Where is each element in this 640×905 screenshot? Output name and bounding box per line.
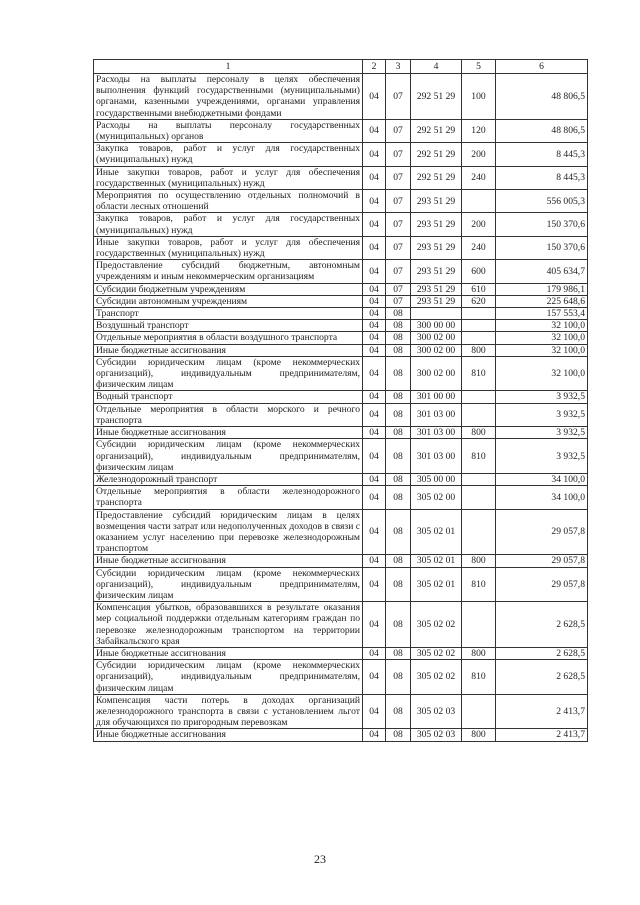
row-amount: 48 806,5 — [496, 74, 588, 120]
row-section: 04 — [363, 320, 386, 332]
table-row — [94, 236, 588, 259]
row-subsection: 07 — [386, 260, 411, 283]
table-row — [94, 295, 588, 307]
table-row — [94, 555, 588, 567]
row-section: 04 — [363, 647, 386, 659]
row-name: Отдельные мероприятия в области железнодорожного транспорта — [94, 486, 363, 509]
row-subsection: 08 — [386, 694, 411, 729]
col-header-subsection: 3 — [386, 60, 411, 74]
row-subsection: 08 — [386, 473, 411, 485]
row-target-article: 292 51 29 — [411, 166, 462, 189]
table-row — [94, 391, 588, 403]
row-target-article: 305 02 01 — [411, 509, 462, 555]
table-row — [94, 283, 588, 295]
table-row — [94, 473, 588, 485]
row-target-article: 300 02 00 — [411, 344, 462, 356]
row-name: Водный транспорт — [94, 391, 363, 403]
row-subsection: 08 — [386, 320, 411, 332]
row-amount: 29 057,8 — [496, 567, 588, 602]
row-section: 04 — [363, 119, 386, 142]
row-name: Компенсация убытков, образовавшихся в результате оказания мер социальной поддержки отдельным категориям граждан по перевозке железнодорожным транспортом на территории Забайкальского края — [94, 602, 363, 648]
row-section: 04 — [363, 403, 386, 426]
row-amount: 3 932,5 — [496, 439, 588, 474]
row-name: Субсидии юридическим лицам (кроме некоммерческих организаций), индивидуальным предпринимателям, физическим лицам — [94, 439, 363, 474]
row-name: Транспорт — [94, 308, 363, 320]
col-header-target-article: 4 — [411, 60, 462, 74]
row-amount: 150 370,6 — [496, 213, 588, 236]
row-section: 04 — [363, 660, 386, 695]
row-subsection: 08 — [386, 567, 411, 602]
row-target-article: 292 51 29 — [411, 143, 462, 166]
row-name: Расходы на выплаты персоналу в целях обеспечения выполнения функций государственными (муниципальными) органами, казенными учреждениями, органами управления государственными внебюджетными фондами — [94, 74, 363, 120]
row-section: 04 — [363, 486, 386, 509]
row-amount: 32 100,0 — [496, 320, 588, 332]
table-row — [94, 694, 588, 729]
row-target-article: 305 02 00 — [411, 486, 462, 509]
row-subsection: 08 — [386, 602, 411, 648]
header-row — [94, 60, 588, 74]
table-row — [94, 166, 588, 189]
row-name: Предоставление субсидий юридическим лицам в целях возмещения части затрат или недополученных доходов в связи с оказанием услуг населению при перевозке железнодорожным транспортом — [94, 509, 363, 555]
row-section: 04 — [363, 439, 386, 474]
row-section: 04 — [363, 473, 386, 485]
row-section: 04 — [363, 308, 386, 320]
row-target-article: 301 03 00 — [411, 427, 462, 439]
row-name: Воздушный транспорт — [94, 320, 363, 332]
table-row — [94, 427, 588, 439]
row-amount: 32 100,0 — [496, 332, 588, 344]
row-expense-type — [462, 190, 496, 213]
row-target-article: 305 02 02 — [411, 647, 462, 659]
row-name: Иные закупки товаров, работ и услуг для обеспечения государственных (муниципальных) нужд — [94, 236, 363, 259]
row-target-article: 300 00 00 — [411, 320, 462, 332]
row-target-article: 301 00 00 — [411, 391, 462, 403]
row-subsection: 08 — [386, 439, 411, 474]
row-expense-type — [462, 602, 496, 648]
table-row — [94, 344, 588, 356]
row-section: 04 — [363, 295, 386, 307]
row-expense-type — [462, 320, 496, 332]
row-name: Компенсация части потерь в доходах организаций железнодорожного транспорта в связи с установлением льгот для обучающихся по пригородным перевозкам — [94, 694, 363, 729]
col-header-amount: 6 — [496, 60, 588, 74]
row-section: 04 — [363, 283, 386, 295]
row-section: 04 — [363, 260, 386, 283]
row-amount: 29 057,8 — [496, 555, 588, 567]
row-subsection: 08 — [386, 308, 411, 320]
row-target-article: 305 02 03 — [411, 694, 462, 729]
row-target-article: 292 51 29 — [411, 74, 462, 120]
row-name: Субсидии юридическим лицам (кроме некоммерческих организаций), индивидуальным предпринимателям, физическим лицам — [94, 356, 363, 391]
row-expense-type — [462, 694, 496, 729]
row-section: 04 — [363, 509, 386, 555]
row-target-article: 293 51 29 — [411, 213, 462, 236]
row-subsection: 08 — [386, 391, 411, 403]
row-subsection: 08 — [386, 332, 411, 344]
row-target-article — [411, 308, 462, 320]
row-amount: 8 445,3 — [496, 143, 588, 166]
row-section: 04 — [363, 356, 386, 391]
row-amount: 2 628,5 — [496, 660, 588, 695]
row-target-article: 292 51 29 — [411, 119, 462, 142]
table-row — [94, 602, 588, 648]
row-amount: 150 370,6 — [496, 236, 588, 259]
row-name: Субсидии бюджетным учреждениям — [94, 283, 363, 295]
row-name: Иные бюджетные ассигнования — [94, 647, 363, 659]
row-expense-type: 800 — [462, 555, 496, 567]
row-section: 04 — [363, 567, 386, 602]
row-target-article: 301 03 00 — [411, 439, 462, 474]
row-target-article: 293 51 29 — [411, 295, 462, 307]
row-amount: 225 648,6 — [496, 295, 588, 307]
row-amount: 556 005,3 — [496, 190, 588, 213]
table-row — [94, 403, 588, 426]
row-name: Иные бюджетные ассигнования — [94, 344, 363, 356]
table-row — [94, 647, 588, 659]
row-subsection: 08 — [386, 555, 411, 567]
col-header-name: 1 — [94, 60, 363, 74]
row-subsection: 08 — [386, 427, 411, 439]
row-section: 04 — [363, 332, 386, 344]
table-row — [94, 567, 588, 602]
row-subsection: 08 — [386, 344, 411, 356]
row-target-article: 293 51 29 — [411, 283, 462, 295]
table-row — [94, 729, 588, 741]
row-amount: 32 100,0 — [496, 356, 588, 391]
table-row — [94, 308, 588, 320]
row-amount: 2 628,5 — [496, 602, 588, 648]
table-row — [94, 260, 588, 283]
row-name: Субсидии юридическим лицам (кроме некоммерческих организаций), индивидуальным предпринимателям, физическим лицам — [94, 660, 363, 695]
row-name: Отдельные мероприятия в области воздушного транспорта — [94, 332, 363, 344]
row-name: Иные бюджетные ассигнования — [94, 427, 363, 439]
row-expense-type: 240 — [462, 236, 496, 259]
row-target-article: 305 02 02 — [411, 602, 462, 648]
row-subsection: 08 — [386, 403, 411, 426]
row-name: Иные бюджетные ассигнования — [94, 729, 363, 741]
table-row — [94, 486, 588, 509]
row-section: 04 — [363, 391, 386, 403]
row-section: 04 — [363, 190, 386, 213]
table-header — [94, 60, 588, 74]
row-subsection: 07 — [386, 190, 411, 213]
row-subsection: 07 — [386, 213, 411, 236]
row-section: 04 — [363, 143, 386, 166]
row-expense-type — [462, 486, 496, 509]
row-amount: 2 413,7 — [496, 694, 588, 729]
row-expense-type: 810 — [462, 567, 496, 602]
table-row — [94, 213, 588, 236]
row-amount: 34 100,0 — [496, 473, 588, 485]
row-target-article: 305 02 03 — [411, 729, 462, 741]
row-section: 04 — [363, 694, 386, 729]
row-expense-type: 200 — [462, 143, 496, 166]
row-amount: 2 628,5 — [496, 647, 588, 659]
table-row — [94, 660, 588, 695]
row-name: Закупка товаров, работ и услуг для государственных (муниципальных) нужд — [94, 143, 363, 166]
row-subsection: 07 — [386, 283, 411, 295]
table-row — [94, 439, 588, 474]
row-expense-type: 810 — [462, 356, 496, 391]
table-row — [94, 509, 588, 555]
row-expense-type: 600 — [462, 260, 496, 283]
row-subsection: 07 — [386, 74, 411, 120]
row-section: 04 — [363, 74, 386, 120]
row-section: 04 — [363, 555, 386, 567]
row-expense-type — [462, 308, 496, 320]
row-name: Отдельные мероприятия в области морского и речного транспорта — [94, 403, 363, 426]
row-target-article: 300 02 00 — [411, 356, 462, 391]
row-target-article: 301 03 00 — [411, 403, 462, 426]
row-name: Закупка товаров, работ и услуг для государственных (муниципальных) нужд — [94, 213, 363, 236]
table-row — [94, 332, 588, 344]
row-expense-type: 100 — [462, 74, 496, 120]
row-name: Предоставление субсидий бюджетным, автономным учреждениям и иным некоммерческим организациям — [94, 260, 363, 283]
row-subsection: 07 — [386, 119, 411, 142]
row-amount: 2 413,7 — [496, 729, 588, 741]
row-expense-type: 810 — [462, 439, 496, 474]
row-amount: 3 932,5 — [496, 427, 588, 439]
row-section: 04 — [363, 213, 386, 236]
row-name: Железнодорожный транспорт — [94, 473, 363, 485]
row-target-article: 305 02 01 — [411, 555, 462, 567]
row-target-article: 305 02 02 — [411, 660, 462, 695]
budget-table — [93, 59, 588, 742]
row-expense-type: 800 — [462, 344, 496, 356]
row-expense-type — [462, 332, 496, 344]
row-subsection: 08 — [386, 509, 411, 555]
row-amount: 3 932,5 — [496, 391, 588, 403]
row-amount: 34 100,0 — [496, 486, 588, 509]
row-name: Мероприятия по осуществлению отдельных полномочий в области лесных отношений — [94, 190, 363, 213]
row-section: 04 — [363, 344, 386, 356]
row-target-article: 293 51 29 — [411, 236, 462, 259]
row-name: Иные закупки товаров, работ и услуг для обеспечения государственных (муниципальных) нужд — [94, 166, 363, 189]
col-header-section: 2 — [363, 60, 386, 74]
row-name: Субсидии юридическим лицам (кроме некоммерческих организаций), индивидуальным предпринимателям, физическим лицам — [94, 567, 363, 602]
row-expense-type: 240 — [462, 166, 496, 189]
row-expense-type — [462, 509, 496, 555]
row-section: 04 — [363, 236, 386, 259]
row-amount: 179 986,1 — [496, 283, 588, 295]
row-name: Иные бюджетные ассигнования — [94, 555, 363, 567]
row-subsection: 07 — [386, 143, 411, 166]
row-subsection: 07 — [386, 236, 411, 259]
row-subsection: 08 — [386, 660, 411, 695]
row-name: Субсидии автономным учреждениям — [94, 295, 363, 307]
row-amount: 3 932,5 — [496, 403, 588, 426]
row-expense-type: 800 — [462, 427, 496, 439]
col-header-expense-type: 5 — [462, 60, 496, 74]
row-expense-type — [462, 391, 496, 403]
row-target-article: 305 00 00 — [411, 473, 462, 485]
row-amount: 8 445,3 — [496, 166, 588, 189]
row-target-article: 305 02 01 — [411, 567, 462, 602]
row-expense-type: 810 — [462, 660, 496, 695]
table-row — [94, 74, 588, 120]
row-target-article: 293 51 29 — [411, 260, 462, 283]
row-target-article: 293 51 29 — [411, 190, 462, 213]
row-subsection: 08 — [386, 647, 411, 659]
row-expense-type: 120 — [462, 119, 496, 142]
page-number: 23 — [314, 852, 326, 866]
row-subsection: 07 — [386, 295, 411, 307]
row-expense-type: 620 — [462, 295, 496, 307]
row-amount: 29 057,8 — [496, 509, 588, 555]
table-row — [94, 119, 588, 142]
row-amount: 48 806,5 — [496, 119, 588, 142]
row-expense-type: 610 — [462, 283, 496, 295]
row-name: Расходы на выплаты персоналу государственных (муниципальных) органов — [94, 119, 363, 142]
row-section: 04 — [363, 166, 386, 189]
table-row — [94, 190, 588, 213]
row-expense-type: 200 — [462, 213, 496, 236]
row-amount: 157 553,4 — [496, 308, 588, 320]
row-subsection: 08 — [386, 356, 411, 391]
table-row — [94, 320, 588, 332]
table-row — [94, 143, 588, 166]
row-subsection: 07 — [386, 166, 411, 189]
row-subsection: 08 — [386, 729, 411, 741]
row-expense-type: 800 — [462, 729, 496, 741]
row-expense-type — [462, 473, 496, 485]
table-body — [94, 74, 588, 742]
row-amount: 32 100,0 — [496, 344, 588, 356]
row-expense-type: 800 — [462, 647, 496, 659]
row-expense-type — [462, 403, 496, 426]
row-amount: 405 634,7 — [496, 260, 588, 283]
row-target-article: 300 02 00 — [411, 332, 462, 344]
table-row — [94, 356, 588, 391]
row-section: 04 — [363, 729, 386, 741]
row-subsection: 08 — [386, 486, 411, 509]
row-section: 04 — [363, 427, 386, 439]
row-section: 04 — [363, 602, 386, 648]
